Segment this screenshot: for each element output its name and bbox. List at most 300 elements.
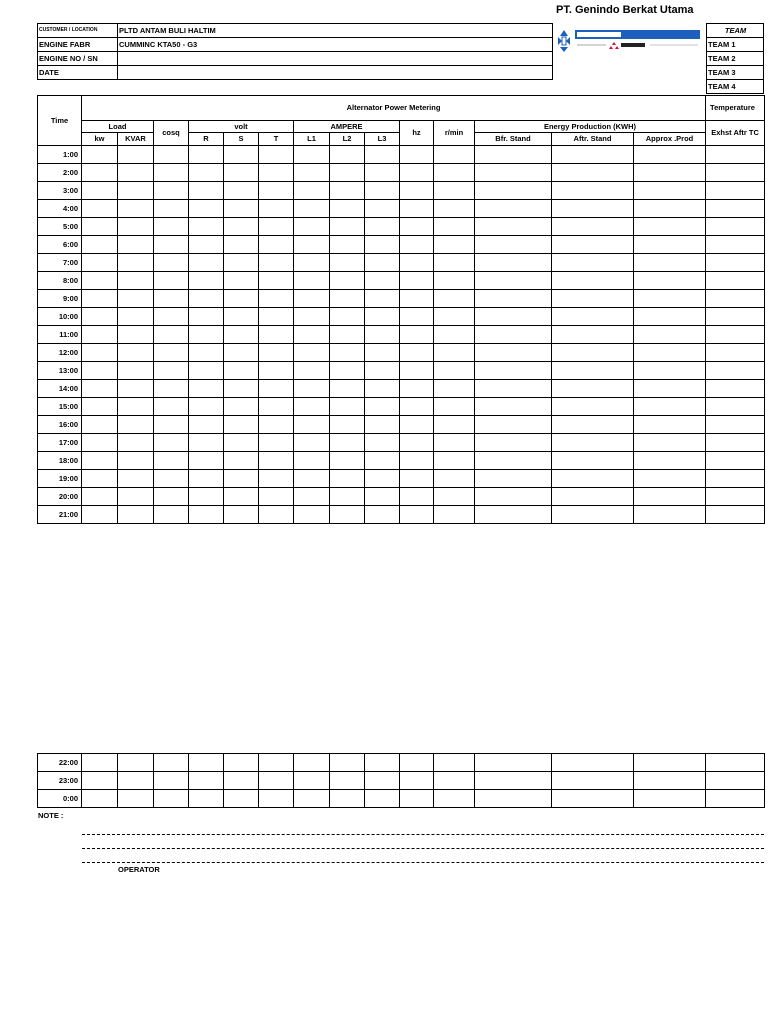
entry-cell[interactable] bbox=[82, 290, 118, 308]
entry-cell[interactable] bbox=[634, 506, 706, 524]
entry-cell[interactable] bbox=[259, 236, 294, 254]
entry-cell[interactable] bbox=[154, 236, 189, 254]
entry-cell[interactable] bbox=[82, 254, 118, 272]
entry-cell[interactable] bbox=[82, 772, 118, 790]
entry-cell[interactable] bbox=[259, 146, 294, 164]
entry-cell[interactable] bbox=[365, 272, 400, 290]
entry-cell[interactable] bbox=[224, 772, 259, 790]
entry-cell[interactable] bbox=[475, 506, 552, 524]
entry-cell[interactable] bbox=[294, 380, 330, 398]
entry-cell[interactable] bbox=[552, 754, 634, 772]
entry-cell[interactable] bbox=[82, 326, 118, 344]
entry-cell[interactable] bbox=[365, 416, 400, 434]
entry-cell[interactable] bbox=[400, 200, 434, 218]
entry-cell[interactable] bbox=[552, 790, 634, 808]
entry-cell[interactable] bbox=[475, 362, 552, 380]
entry-cell[interactable] bbox=[552, 236, 634, 254]
entry-cell[interactable] bbox=[330, 470, 365, 488]
entry-cell[interactable] bbox=[82, 380, 118, 398]
entry-cell[interactable] bbox=[82, 146, 118, 164]
entry-cell[interactable] bbox=[82, 470, 118, 488]
entry-cell[interactable] bbox=[400, 506, 434, 524]
entry-cell[interactable] bbox=[294, 452, 330, 470]
entry-cell[interactable] bbox=[706, 416, 765, 434]
entry-cell[interactable] bbox=[434, 362, 475, 380]
entry-cell[interactable] bbox=[634, 754, 706, 772]
entry-cell[interactable] bbox=[189, 398, 224, 416]
entry-cell[interactable] bbox=[189, 416, 224, 434]
entry-cell[interactable] bbox=[224, 754, 259, 772]
entry-cell[interactable] bbox=[706, 200, 765, 218]
entry-cell[interactable] bbox=[475, 272, 552, 290]
entry-cell[interactable] bbox=[400, 488, 434, 506]
entry-cell[interactable] bbox=[365, 754, 400, 772]
entry-cell[interactable] bbox=[706, 506, 765, 524]
entry-cell[interactable] bbox=[189, 506, 224, 524]
entry-cell[interactable] bbox=[365, 488, 400, 506]
entry-cell[interactable] bbox=[634, 308, 706, 326]
entry-cell[interactable] bbox=[475, 416, 552, 434]
entry-cell[interactable] bbox=[706, 452, 765, 470]
entry-cell[interactable] bbox=[118, 290, 154, 308]
entry-cell[interactable] bbox=[154, 434, 189, 452]
entry-cell[interactable] bbox=[634, 772, 706, 790]
entry-cell[interactable] bbox=[634, 326, 706, 344]
entry-cell[interactable] bbox=[189, 434, 224, 452]
entry-cell[interactable] bbox=[154, 344, 189, 362]
entry-cell[interactable] bbox=[154, 772, 189, 790]
entry-cell[interactable] bbox=[475, 308, 552, 326]
entry-cell[interactable] bbox=[706, 488, 765, 506]
entry-cell[interactable] bbox=[259, 164, 294, 182]
entry-cell[interactable] bbox=[552, 488, 634, 506]
entry-cell[interactable] bbox=[330, 200, 365, 218]
entry-cell[interactable] bbox=[118, 344, 154, 362]
entry-cell[interactable] bbox=[706, 290, 765, 308]
entry-cell[interactable] bbox=[154, 452, 189, 470]
entry-cell[interactable] bbox=[634, 344, 706, 362]
entry-cell[interactable] bbox=[118, 398, 154, 416]
entry-cell[interactable] bbox=[400, 398, 434, 416]
entry-cell[interactable] bbox=[154, 380, 189, 398]
entry-cell[interactable] bbox=[154, 164, 189, 182]
entry-cell[interactable] bbox=[475, 790, 552, 808]
entry-cell[interactable] bbox=[259, 488, 294, 506]
entry-cell[interactable] bbox=[82, 200, 118, 218]
entry-cell[interactable] bbox=[634, 182, 706, 200]
entry-cell[interactable] bbox=[400, 772, 434, 790]
entry-cell[interactable] bbox=[330, 772, 365, 790]
entry-cell[interactable] bbox=[154, 200, 189, 218]
entry-cell[interactable] bbox=[294, 200, 330, 218]
entry-cell[interactable] bbox=[154, 398, 189, 416]
entry-cell[interactable] bbox=[224, 146, 259, 164]
entry-cell[interactable] bbox=[82, 182, 118, 200]
entry-cell[interactable] bbox=[706, 398, 765, 416]
entry-cell[interactable] bbox=[552, 182, 634, 200]
entry-cell[interactable] bbox=[400, 272, 434, 290]
entry-cell[interactable] bbox=[552, 326, 634, 344]
entry-cell[interactable] bbox=[330, 362, 365, 380]
entry-cell[interactable] bbox=[82, 754, 118, 772]
entry-cell[interactable] bbox=[706, 790, 765, 808]
entry-cell[interactable] bbox=[634, 452, 706, 470]
entry-cell[interactable] bbox=[259, 470, 294, 488]
entry-cell[interactable] bbox=[552, 398, 634, 416]
entry-cell[interactable] bbox=[552, 416, 634, 434]
entry-cell[interactable] bbox=[259, 452, 294, 470]
entry-cell[interactable] bbox=[259, 200, 294, 218]
entry-cell[interactable] bbox=[434, 308, 475, 326]
entry-cell[interactable] bbox=[259, 182, 294, 200]
entry-cell[interactable] bbox=[475, 146, 552, 164]
entry-cell[interactable] bbox=[259, 326, 294, 344]
entry-cell[interactable] bbox=[294, 254, 330, 272]
entry-cell[interactable] bbox=[634, 290, 706, 308]
entry-cell[interactable] bbox=[552, 218, 634, 236]
entry-cell[interactable] bbox=[259, 790, 294, 808]
engine-no-value[interactable] bbox=[118, 52, 553, 66]
entry-cell[interactable] bbox=[82, 308, 118, 326]
entry-cell[interactable] bbox=[400, 326, 434, 344]
entry-cell[interactable] bbox=[475, 488, 552, 506]
entry-cell[interactable] bbox=[330, 272, 365, 290]
entry-cell[interactable] bbox=[154, 308, 189, 326]
entry-cell[interactable] bbox=[189, 254, 224, 272]
entry-cell[interactable] bbox=[82, 416, 118, 434]
entry-cell[interactable] bbox=[365, 362, 400, 380]
entry-cell[interactable] bbox=[475, 470, 552, 488]
entry-cell[interactable] bbox=[259, 254, 294, 272]
entry-cell[interactable] bbox=[259, 434, 294, 452]
entry-cell[interactable] bbox=[294, 272, 330, 290]
entry-cell[interactable] bbox=[189, 790, 224, 808]
note-line[interactable] bbox=[82, 862, 764, 863]
entry-cell[interactable] bbox=[259, 772, 294, 790]
entry-cell[interactable] bbox=[118, 790, 154, 808]
entry-cell[interactable] bbox=[552, 344, 634, 362]
entry-cell[interactable] bbox=[294, 416, 330, 434]
entry-cell[interactable] bbox=[365, 790, 400, 808]
entry-cell[interactable] bbox=[294, 506, 330, 524]
entry-cell[interactable] bbox=[400, 290, 434, 308]
entry-cell[interactable] bbox=[154, 254, 189, 272]
entry-cell[interactable] bbox=[259, 398, 294, 416]
entry-cell[interactable] bbox=[434, 772, 475, 790]
entry-cell[interactable] bbox=[154, 754, 189, 772]
entry-cell[interactable] bbox=[294, 398, 330, 416]
entry-cell[interactable] bbox=[294, 470, 330, 488]
entry-cell[interactable] bbox=[365, 326, 400, 344]
entry-cell[interactable] bbox=[365, 380, 400, 398]
entry-cell[interactable] bbox=[154, 790, 189, 808]
entry-cell[interactable] bbox=[706, 344, 765, 362]
entry-cell[interactable] bbox=[189, 488, 224, 506]
entry-cell[interactable] bbox=[259, 754, 294, 772]
entry-cell[interactable] bbox=[294, 488, 330, 506]
entry-cell[interactable] bbox=[330, 434, 365, 452]
entry-cell[interactable] bbox=[434, 790, 475, 808]
entry-cell[interactable] bbox=[475, 772, 552, 790]
entry-cell[interactable] bbox=[154, 218, 189, 236]
entry-cell[interactable] bbox=[118, 754, 154, 772]
entry-cell[interactable] bbox=[400, 164, 434, 182]
entry-cell[interactable] bbox=[224, 380, 259, 398]
entry-cell[interactable] bbox=[434, 326, 475, 344]
entry-cell[interactable] bbox=[552, 470, 634, 488]
entry-cell[interactable] bbox=[400, 308, 434, 326]
entry-cell[interactable] bbox=[154, 182, 189, 200]
entry-cell[interactable] bbox=[189, 236, 224, 254]
entry-cell[interactable] bbox=[365, 470, 400, 488]
entry-cell[interactable] bbox=[224, 470, 259, 488]
entry-cell[interactable] bbox=[118, 488, 154, 506]
entry-cell[interactable] bbox=[118, 434, 154, 452]
entry-cell[interactable] bbox=[224, 434, 259, 452]
entry-cell[interactable] bbox=[400, 754, 434, 772]
entry-cell[interactable] bbox=[434, 290, 475, 308]
entry-cell[interactable] bbox=[330, 380, 365, 398]
entry-cell[interactable] bbox=[434, 488, 475, 506]
entry-cell[interactable] bbox=[330, 254, 365, 272]
entry-cell[interactable] bbox=[189, 452, 224, 470]
entry-cell[interactable] bbox=[154, 506, 189, 524]
entry-cell[interactable] bbox=[294, 344, 330, 362]
entry-cell[interactable] bbox=[706, 326, 765, 344]
entry-cell[interactable] bbox=[365, 218, 400, 236]
entry-cell[interactable] bbox=[400, 236, 434, 254]
entry-cell[interactable] bbox=[224, 326, 259, 344]
entry-cell[interactable] bbox=[634, 218, 706, 236]
entry-cell[interactable] bbox=[434, 416, 475, 434]
entry-cell[interactable] bbox=[365, 236, 400, 254]
entry-cell[interactable] bbox=[118, 146, 154, 164]
entry-cell[interactable] bbox=[224, 488, 259, 506]
entry-cell[interactable] bbox=[475, 344, 552, 362]
entry-cell[interactable] bbox=[118, 470, 154, 488]
entry-cell[interactable] bbox=[118, 416, 154, 434]
entry-cell[interactable] bbox=[634, 362, 706, 380]
entry-cell[interactable] bbox=[118, 506, 154, 524]
entry-cell[interactable] bbox=[706, 754, 765, 772]
entry-cell[interactable] bbox=[224, 452, 259, 470]
entry-cell[interactable] bbox=[552, 272, 634, 290]
entry-cell[interactable] bbox=[154, 290, 189, 308]
entry-cell[interactable] bbox=[552, 290, 634, 308]
entry-cell[interactable] bbox=[82, 362, 118, 380]
entry-cell[interactable] bbox=[330, 308, 365, 326]
entry-cell[interactable] bbox=[189, 200, 224, 218]
entry-cell[interactable] bbox=[400, 434, 434, 452]
entry-cell[interactable] bbox=[224, 182, 259, 200]
entry-cell[interactable] bbox=[400, 344, 434, 362]
entry-cell[interactable] bbox=[706, 182, 765, 200]
entry-cell[interactable] bbox=[294, 236, 330, 254]
entry-cell[interactable] bbox=[434, 434, 475, 452]
entry-cell[interactable] bbox=[118, 326, 154, 344]
entry-cell[interactable] bbox=[706, 146, 765, 164]
entry-cell[interactable] bbox=[294, 164, 330, 182]
entry-cell[interactable] bbox=[259, 308, 294, 326]
entry-cell[interactable] bbox=[118, 200, 154, 218]
entry-cell[interactable] bbox=[706, 254, 765, 272]
entry-cell[interactable] bbox=[118, 362, 154, 380]
entry-cell[interactable] bbox=[189, 272, 224, 290]
entry-cell[interactable] bbox=[294, 182, 330, 200]
entry-cell[interactable] bbox=[330, 488, 365, 506]
entry-cell[interactable] bbox=[475, 326, 552, 344]
entry-cell[interactable] bbox=[189, 344, 224, 362]
entry-cell[interactable] bbox=[330, 452, 365, 470]
note-line[interactable] bbox=[82, 848, 764, 849]
entry-cell[interactable] bbox=[634, 398, 706, 416]
entry-cell[interactable] bbox=[259, 362, 294, 380]
entry-cell[interactable] bbox=[294, 362, 330, 380]
entry-cell[interactable] bbox=[434, 452, 475, 470]
entry-cell[interactable] bbox=[434, 200, 475, 218]
entry-cell[interactable] bbox=[294, 754, 330, 772]
entry-cell[interactable] bbox=[82, 236, 118, 254]
entry-cell[interactable] bbox=[330, 754, 365, 772]
entry-cell[interactable] bbox=[706, 218, 765, 236]
entry-cell[interactable] bbox=[365, 772, 400, 790]
entry-cell[interactable] bbox=[224, 506, 259, 524]
entry-cell[interactable] bbox=[118, 182, 154, 200]
entry-cell[interactable] bbox=[330, 344, 365, 362]
entry-cell[interactable] bbox=[82, 790, 118, 808]
entry-cell[interactable] bbox=[475, 164, 552, 182]
entry-cell[interactable] bbox=[259, 416, 294, 434]
entry-cell[interactable] bbox=[552, 362, 634, 380]
entry-cell[interactable] bbox=[224, 290, 259, 308]
entry-cell[interactable] bbox=[400, 254, 434, 272]
entry-cell[interactable] bbox=[330, 164, 365, 182]
entry-cell[interactable] bbox=[434, 236, 475, 254]
entry-cell[interactable] bbox=[224, 164, 259, 182]
entry-cell[interactable] bbox=[552, 164, 634, 182]
entry-cell[interactable] bbox=[475, 182, 552, 200]
entry-cell[interactable] bbox=[259, 344, 294, 362]
entry-cell[interactable] bbox=[365, 452, 400, 470]
entry-cell[interactable] bbox=[634, 434, 706, 452]
entry-cell[interactable] bbox=[154, 146, 189, 164]
entry-cell[interactable] bbox=[189, 470, 224, 488]
entry-cell[interactable] bbox=[259, 380, 294, 398]
entry-cell[interactable] bbox=[294, 308, 330, 326]
entry-cell[interactable] bbox=[294, 790, 330, 808]
entry-cell[interactable] bbox=[552, 200, 634, 218]
entry-cell[interactable] bbox=[552, 434, 634, 452]
entry-cell[interactable] bbox=[189, 146, 224, 164]
entry-cell[interactable] bbox=[189, 754, 224, 772]
entry-cell[interactable] bbox=[294, 434, 330, 452]
entry-cell[interactable] bbox=[330, 416, 365, 434]
entry-cell[interactable] bbox=[189, 182, 224, 200]
entry-cell[interactable] bbox=[365, 434, 400, 452]
entry-cell[interactable] bbox=[82, 398, 118, 416]
entry-cell[interactable] bbox=[365, 506, 400, 524]
entry-cell[interactable] bbox=[434, 344, 475, 362]
entry-cell[interactable] bbox=[475, 236, 552, 254]
entry-cell[interactable] bbox=[475, 254, 552, 272]
entry-cell[interactable] bbox=[259, 506, 294, 524]
entry-cell[interactable] bbox=[706, 164, 765, 182]
entry-cell[interactable] bbox=[400, 452, 434, 470]
entry-cell[interactable] bbox=[330, 326, 365, 344]
entry-cell[interactable] bbox=[224, 218, 259, 236]
entry-cell[interactable] bbox=[434, 182, 475, 200]
entry-cell[interactable] bbox=[118, 236, 154, 254]
entry-cell[interactable] bbox=[475, 434, 552, 452]
entry-cell[interactable] bbox=[294, 772, 330, 790]
entry-cell[interactable] bbox=[634, 488, 706, 506]
entry-cell[interactable] bbox=[365, 254, 400, 272]
entry-cell[interactable] bbox=[634, 470, 706, 488]
entry-cell[interactable] bbox=[552, 308, 634, 326]
entry-cell[interactable] bbox=[330, 146, 365, 164]
entry-cell[interactable] bbox=[224, 344, 259, 362]
engine-fabr-value[interactable]: CUMMINC KTA50 - G3 bbox=[118, 38, 553, 52]
entry-cell[interactable] bbox=[82, 452, 118, 470]
entry-cell[interactable] bbox=[475, 398, 552, 416]
entry-cell[interactable] bbox=[330, 236, 365, 254]
entry-cell[interactable] bbox=[434, 272, 475, 290]
entry-cell[interactable] bbox=[634, 200, 706, 218]
entry-cell[interactable] bbox=[189, 380, 224, 398]
entry-cell[interactable] bbox=[365, 164, 400, 182]
entry-cell[interactable] bbox=[82, 344, 118, 362]
entry-cell[interactable] bbox=[154, 362, 189, 380]
entry-cell[interactable] bbox=[118, 452, 154, 470]
entry-cell[interactable] bbox=[118, 308, 154, 326]
entry-cell[interactable] bbox=[434, 470, 475, 488]
entry-cell[interactable] bbox=[475, 380, 552, 398]
entry-cell[interactable] bbox=[475, 200, 552, 218]
entry-cell[interactable] bbox=[189, 772, 224, 790]
entry-cell[interactable] bbox=[154, 488, 189, 506]
entry-cell[interactable] bbox=[434, 146, 475, 164]
entry-cell[interactable] bbox=[475, 218, 552, 236]
entry-cell[interactable] bbox=[434, 380, 475, 398]
entry-cell[interactable] bbox=[259, 218, 294, 236]
entry-cell[interactable] bbox=[224, 272, 259, 290]
entry-cell[interactable] bbox=[118, 254, 154, 272]
entry-cell[interactable] bbox=[400, 146, 434, 164]
entry-cell[interactable] bbox=[118, 272, 154, 290]
entry-cell[interactable] bbox=[400, 362, 434, 380]
entry-cell[interactable] bbox=[434, 218, 475, 236]
entry-cell[interactable] bbox=[294, 326, 330, 344]
entry-cell[interactable] bbox=[224, 416, 259, 434]
entry-cell[interactable] bbox=[154, 272, 189, 290]
entry-cell[interactable] bbox=[552, 506, 634, 524]
entry-cell[interactable] bbox=[434, 164, 475, 182]
entry-cell[interactable] bbox=[224, 362, 259, 380]
entry-cell[interactable] bbox=[294, 146, 330, 164]
entry-cell[interactable] bbox=[365, 182, 400, 200]
entry-cell[interactable] bbox=[365, 200, 400, 218]
entry-cell[interactable] bbox=[400, 218, 434, 236]
entry-cell[interactable] bbox=[189, 326, 224, 344]
entry-cell[interactable] bbox=[224, 200, 259, 218]
entry-cell[interactable] bbox=[82, 488, 118, 506]
entry-cell[interactable] bbox=[634, 272, 706, 290]
entry-cell[interactable] bbox=[634, 380, 706, 398]
entry-cell[interactable] bbox=[365, 344, 400, 362]
note-line[interactable] bbox=[82, 834, 764, 835]
entry-cell[interactable] bbox=[552, 254, 634, 272]
entry-cell[interactable] bbox=[82, 272, 118, 290]
